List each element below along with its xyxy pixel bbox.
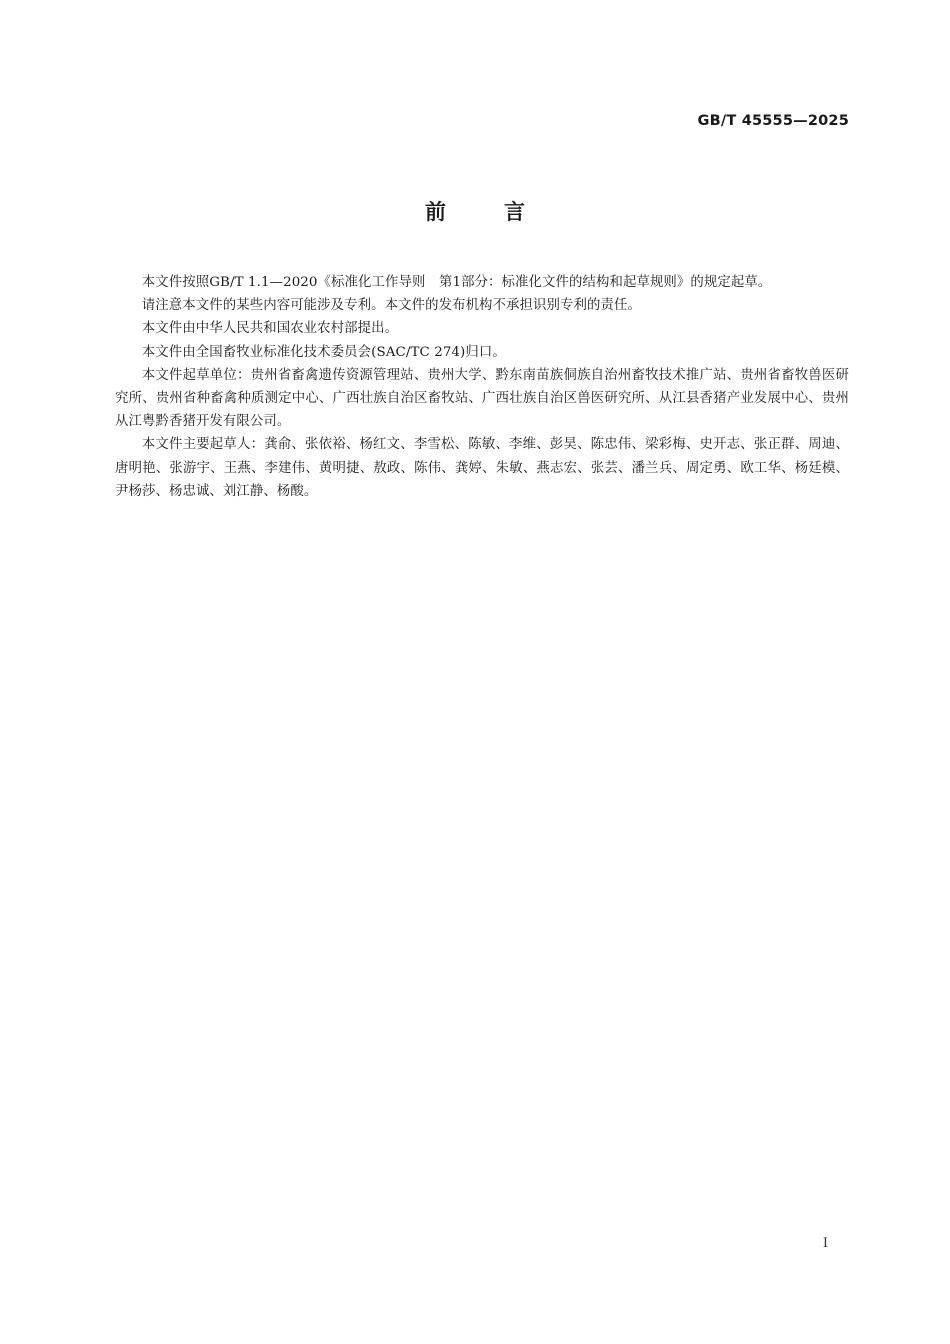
paragraph-committee: 本文件由全国畜牧业标准化技术委员会(SAC/TC 274)归口。 (141, 344, 506, 360)
paragraph-proposer: 本文件由中华人民共和国农业农村部提出。 (141, 321, 399, 337)
paragraph-drafting-basis: 本文件按照GB/T 1.1—2020《标准化工作导则 第1部分：标准化文件的结构和起草规则》的规定起草。 (141, 275, 772, 290)
paragraph-drafters: 本文件主要起草人：龚俞、张依裕、杨红文、李雪松、陈敏、李维、彭昊、陈忠伟、梁彩梅、史开志、张正群、周迪、唐明艳、张游宇、王燕、李建伟、黄明捷、敖政、陈伟、龚婷、朱敏、燕志宏、张芸、潘兰兵、周定勇、欧工华、杨廷模、尹杨莎、杨忠诚、刘江静、杨酸。 (115, 437, 849, 499)
standard-number: GB/T 45555—2025 (697, 113, 849, 129)
paragraph-drafting-units: 本文件起草单位：贵州省畜禽遗传资源管理站、贵州大学、黔东南苗族侗族自治州畜牧技术推广站、贵州省畜牧兽医研究所、贵州省种畜禽种质测定中心、广西壮族自治区畜牧站、广西壮族自治区兽医研究所、从江县香猪产业发展中心、贵州从江粤黔香猪开发有限公司。 (115, 367, 849, 430)
paragraph-patent-notice: 请注意本文件的某些内容可能涉及专利。本文件的发布机构不承担识别专利的责任。 (141, 298, 641, 314)
page-title: 前言 (425, 200, 583, 224)
page-number: I (822, 1236, 828, 1251)
foreword-body (115, 271, 849, 503)
